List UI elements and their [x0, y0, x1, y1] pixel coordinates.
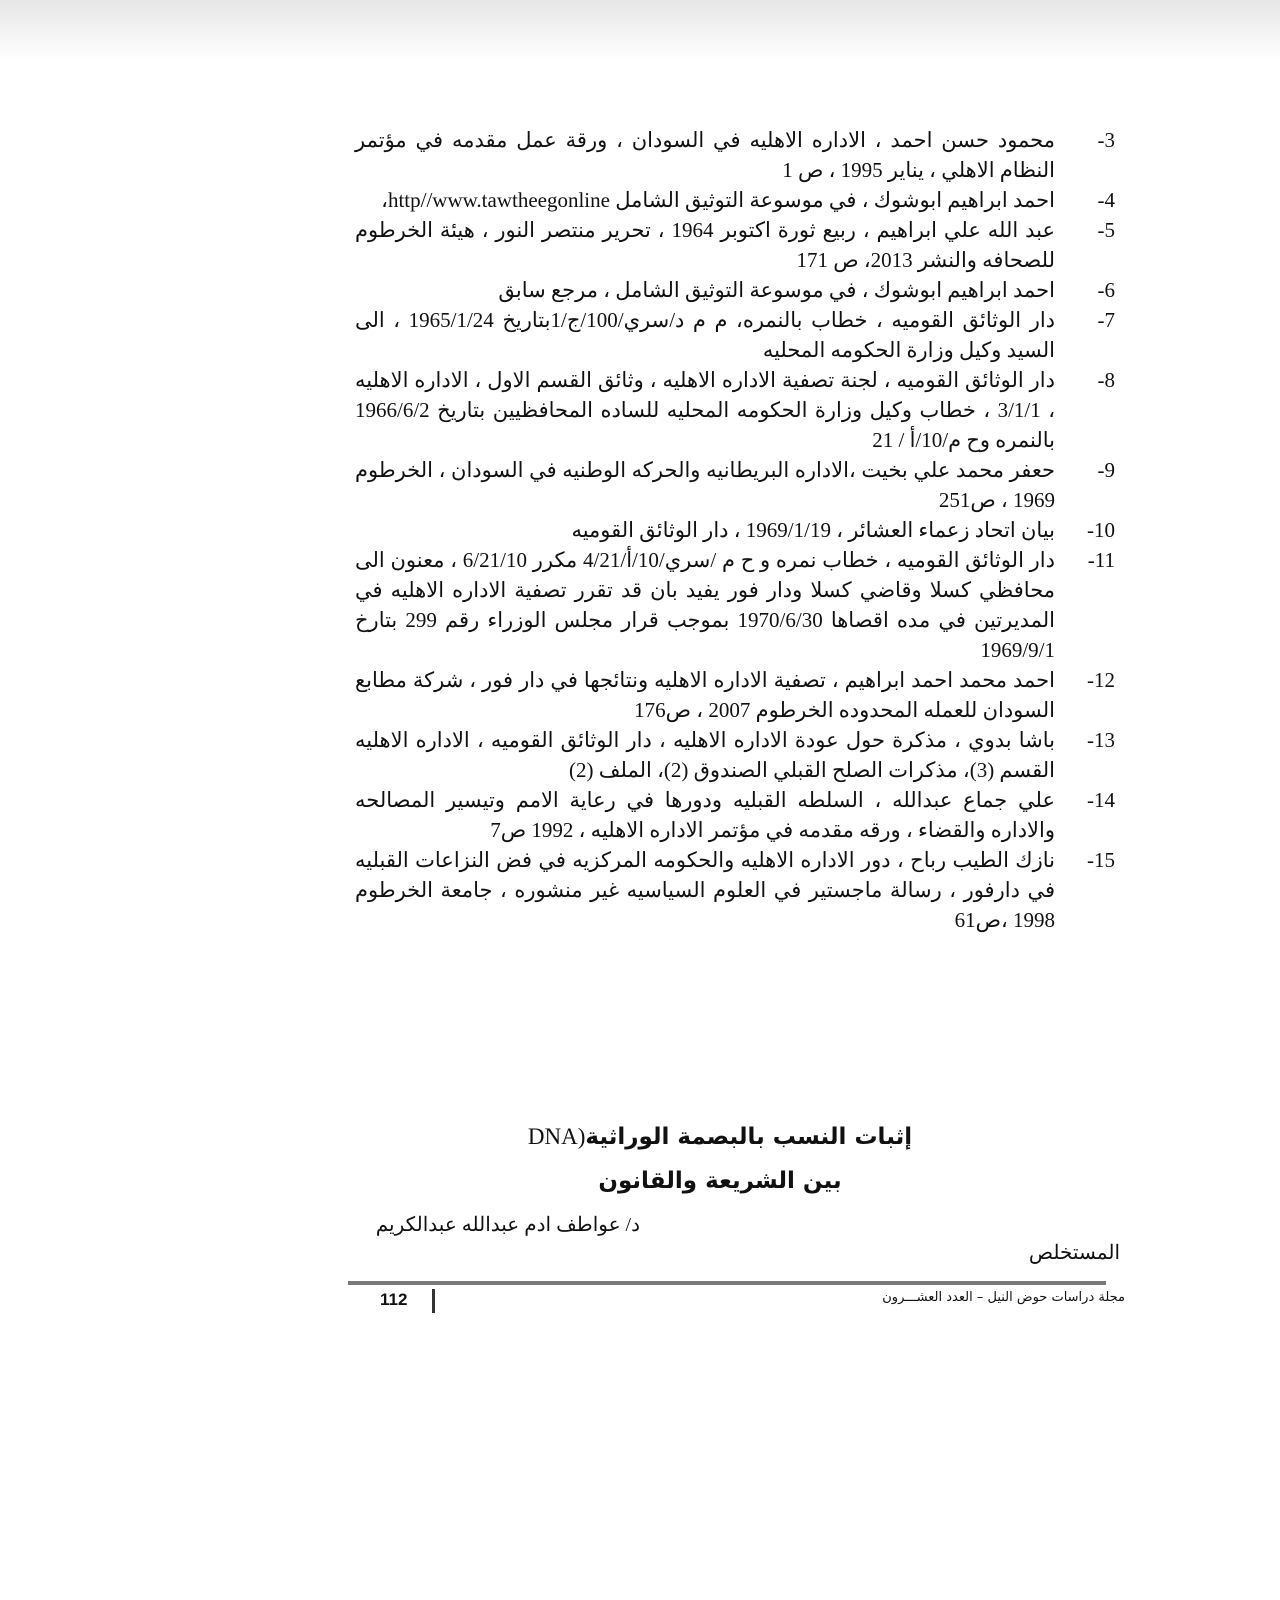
footer-rule — [348, 1281, 1106, 1285]
article-title-block — [340, 1120, 1100, 1194]
abstract-heading: المستخلص — [1028, 1242, 1120, 1264]
reference-item — [355, 455, 1115, 515]
reference-number: 11- — [1087, 548, 1115, 572]
reference-number: 7- — [1097, 308, 1115, 332]
reference-item — [355, 665, 1115, 725]
reference-text: علي جماع عبدالله ، السلطه القبليه ودورها في رعاية الامم وتيسير المصالحه والاداره والقضاء ، ورقه مقدمه في مؤتمر الاداره الاهليه ، 1992 ص7 — [355, 788, 1055, 842]
reference-item — [355, 365, 1115, 455]
reference-text: دار الوثائق القوميه ، خطاب نمره و ح م /سري/10/أ/4/21 مكرر 6/21/10 ، معنون الى محافظي كسلا وقاضي كسلا ودار فور يفيد بان قد تقرر تصفية الاداره الاهليه في المديرتين في مده اقصاها 1970/6/30 بموجب قرار مجلس الوزراء رقم 299 بتارخ 1969/9/1 — [355, 548, 1056, 662]
article-title-arabic: إثبات النسب بالبصمة الوراثية — [585, 1124, 913, 1150]
reference-number: 5- — [1097, 218, 1115, 242]
reference-number: 8- — [1097, 368, 1115, 392]
reference-text: باشا بدوي ، مذكرة حول عودة الاداره الاهليه ، دار الوثائق القوميه ، الاداره الاهليه القسم (3)، مذكرات الصلح القبلي الصندوق (2)، الملف (2) — [355, 728, 1055, 782]
article-title-latin: (DNA — [527, 1124, 586, 1149]
reference-list — [355, 125, 1115, 935]
reference-item — [355, 215, 1115, 275]
reference-item — [355, 125, 1115, 185]
reference-number: 12- — [1087, 668, 1115, 692]
reference-text: نازك الطيب رباح ، دور الاداره الاهليه والحكومه المركزيه في فض النزاعات القبليه في دارفور ، رسالة ماجستير في العلوم السياسيه غير منشوره ، جامعة الخرطوم 1998 ،ص61 — [355, 848, 1055, 932]
reference-text: عبد الله علي ابراهيم ، ربيع ثورة اكتوبر 1964 ، تحرير منتصر النور ، هيئة الخرطوم للصحافه والنشر 2013، ص 171 — [355, 218, 1055, 272]
reference-item — [355, 515, 1115, 545]
author-name: د/ عواطف ادم عبدالله عبدالكريم — [375, 1214, 640, 1236]
reference-number: 3- — [1097, 128, 1115, 152]
reference-number: 4- — [1097, 188, 1115, 212]
reference-item — [355, 785, 1115, 845]
reference-text: بيان اتحاد زعماء العشائر ، 1969/1/19 ، دار الوثائق القوميه — [571, 518, 1055, 542]
article-title — [340, 1120, 1100, 1154]
reference-number: 9- — [1097, 458, 1115, 482]
reference-text: دار الوثائق القوميه ، لجنة تصفية الاداره الاهليه ، وثائق القسم الاول ، الاداره الاهليه ، 3/1/1 ، خطاب وكيل وزارة الحكومه المحليه للساده المحافظيين بتاريخ 1966/6/2 بالنمره وح م/10/أ / 21 — [355, 368, 1055, 452]
reference-number: 10- — [1087, 518, 1115, 542]
reference-text: حعفر محمد علي بخيت ،الاداره البريطانيه والحركه الوطنيه في السودان ، الخرطوم 1969 ، ص251 — [355, 458, 1055, 512]
reference-text: احمد ابراهيم ابوشوك ، في موسوعة التوثيق الشامل ، مرجع سابق — [498, 278, 1055, 302]
reference-number: 6- — [1097, 278, 1115, 302]
reference-number: 13- — [1087, 728, 1115, 752]
reference-number: 14- — [1087, 788, 1115, 812]
journal-name: مجلة دراسات حوض النيل – العدد العشـــرون — [882, 1290, 1125, 1305]
reference-text: احمد محمد احمد ابراهيم ، تصفية الاداره الاهليه ونتائجها في دار فور ، شركة مطابع السودان للعمله المحدوده الخرطوم 2007 ، ص176 — [355, 668, 1055, 722]
article-subtitle: بين الشريعة والقانون — [598, 1168, 842, 1194]
reference-item — [355, 185, 1115, 215]
reference-text: محمود حسن احمد ، الاداره الاهليه في السودان ، ورقة عمل مقدمه في مؤتمر النظام الاهلي ، يناير 1995 ، ص 1 — [355, 128, 1055, 182]
reference-item — [355, 305, 1115, 365]
reference-item — [355, 545, 1115, 665]
page-number: 112 — [380, 1290, 408, 1309]
reference-item — [355, 845, 1115, 935]
reference-text: دار الوثائق القوميه ، خطاب بالنمره، م م د/سري/100/ج/1بتاريخ 1965/1/24 ، الى السيد وكيل وزارة الحكومه المحليه — [355, 308, 1056, 362]
reference-item — [355, 725, 1115, 785]
page-top-shadow — [0, 0, 1280, 60]
reference-number: 15- — [1087, 848, 1115, 872]
reference-text: احمد ابراهيم ابوشوك ، في موسوعة التوثيق الشامل http//www.tawtheegonline، — [381, 188, 1055, 212]
footer-divider — [432, 1289, 435, 1313]
reference-item — [355, 275, 1115, 305]
